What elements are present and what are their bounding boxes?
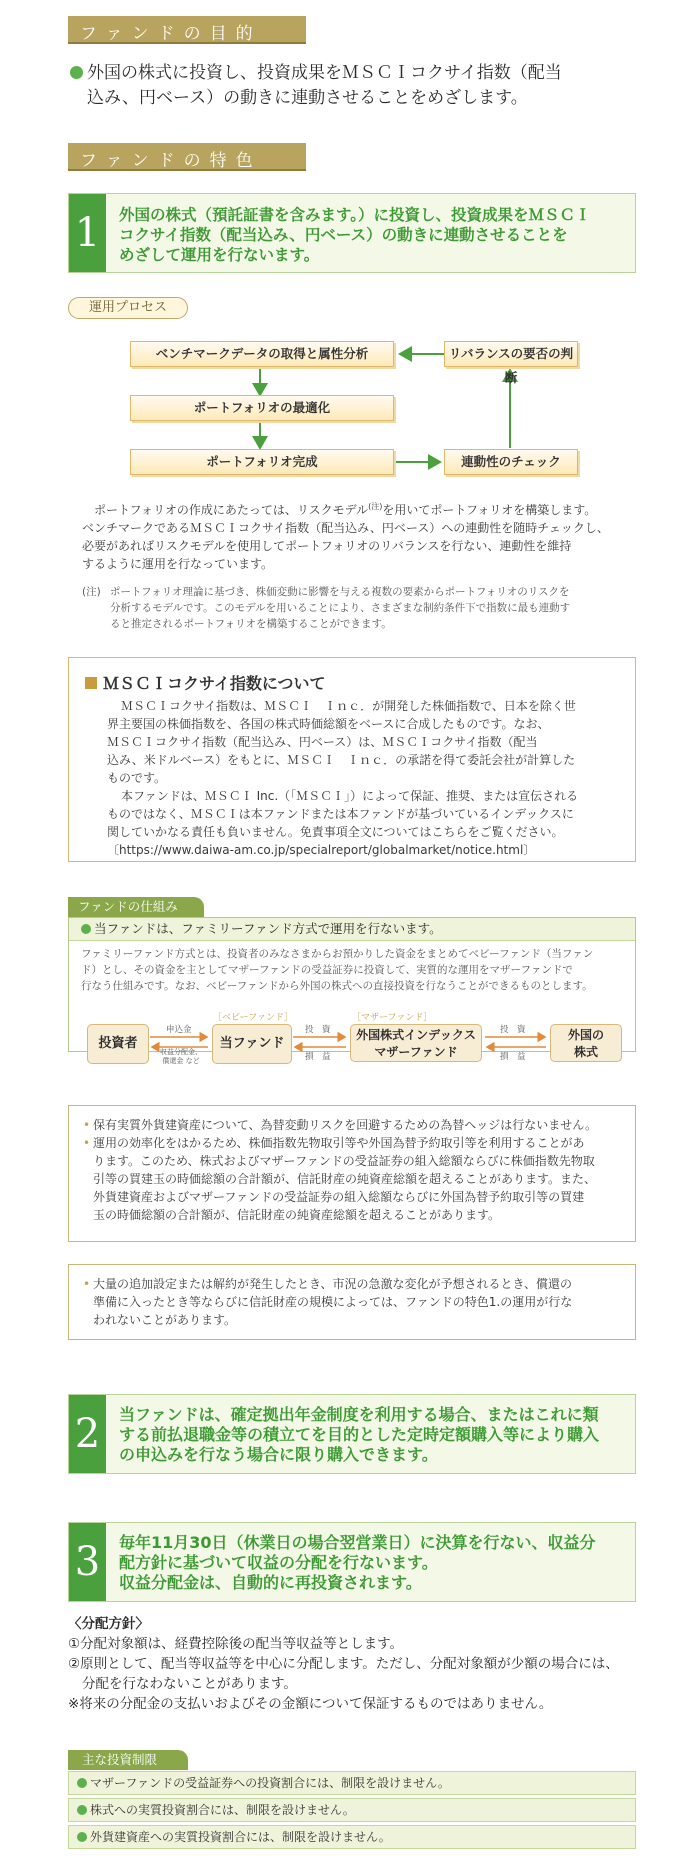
- bullet-dot-icon: [70, 66, 83, 79]
- msci-body: ＭＳＣＩコクサイ指数は、ＭＳＣＩ Ｉｎｃ．が開発した株価指数で、日本を除く世 界主要国の株価指数を、各国の株式時価総額をベースに合成したものです。なお、 ＭＳＣＩコクサイ指数（配当込み、円ベース）は、ＭＳＣＩコクサイ指数（配当 込み、米ドルベース）をもとに、ＭＳＣＩ Ｉｎｃ．の承諾を得て委託会社が計算した ものです。 本ファンドは、ＭＳＣＩ Inc.（「ＭＳＣＩ」）によって保証、推奨、または宣伝される ものではなく、ＭＳＣＩは本ファンドまたは本ファンドが基づいているインデックスに 関していかなる責任も負いません。免責事項全文についてはこちらをご覧ください。 〔https://www.daiwa-am.co.jp/specialreport/globalmarket/notice.html〕: [107, 699, 579, 857]
- risk-model-note: (注) ポートフォリオ理論に基づき、株価変動に影響を与える複数の要素からポートフォリオのリスクを 分析するモデルです。このモデルを用いることにより、さまざまな制約条件下で指数に最も連動す ると推定されるポートフォリオを構築することができます。: [82, 586, 571, 630]
- feature-3-box: [68, 1522, 636, 1602]
- flow-step-rebalance-decision: リバランスの要否の判断: [444, 341, 578, 367]
- limits-tab: 主な投資制限: [68, 1750, 188, 1770]
- note-bullet: • 運用の効率化をはかるため、株価指数先物取引等や外国為替予約取引等を利用することがあ ります。このため、株式およびマザーファンドの受益証券の組入総額ならびに株価指数先物取 引等の買建玉の時価総額の合計額が、信託財産の純資産総額を超えることがあります。また、 外貨建資産およびマザーファンドの受益証券の組入総額ならびに外国為替予約取引等の買建 玉の時価総額の合計額が、信託財産の純資産総額を超えることがあります。: [83, 1134, 628, 1224]
- feature-number: 1: [69, 194, 106, 272]
- hedge-notes-text: [83, 1116, 628, 1224]
- flow-step-tracking-check: 連動性のチェック: [444, 449, 578, 475]
- distribution-policy: 〈分配方針〉 ①分配対象額は、経費控除後の配当等収益等とします。 ②原則として、配当等収益等を中心に分配します。ただし、分配対象額が少額の場合には、 分配を行なわないことがあります。 ※将来の分配金の支払いおよびその金額について保証するものではありません。: [68, 1614, 668, 1714]
- feature-2-text: 当ファンドは、確定拠出年金制度を利用する場合、またはこれに類 する前払退職金等の積立てを目的とした定時定額購入等により購入 の申込みを行なう場合に限り購入できます。: [119, 1405, 600, 1464]
- arrow-label-subscribe: 申込金: [166, 1025, 192, 1035]
- baby-fund-box: 当ファンド: [212, 1024, 292, 1064]
- process-label: 運用プロセス: [68, 297, 188, 319]
- purpose-text: 外国の株式に投資し、投資成果をＭＳＣＩコクサイ指数（配当 込み、円ベース）の動きに連動させることをめざします。: [70, 61, 562, 111]
- note-bullet: • 保有実質外貨建資産について、為替変動リスクを回避するための為替ヘッジは行ないません。: [83, 1116, 628, 1134]
- feature-1-box: [68, 193, 636, 273]
- mother-fund-tag: ［マザーファンド］: [352, 1013, 433, 1023]
- structure-arrows: [0, 1020, 700, 1070]
- arrow-label-invest-2: 投 資: [500, 1025, 526, 1035]
- msci-index-box: [68, 657, 636, 862]
- flow-step-portfolio-complete: ポートフォリオ完成: [130, 449, 394, 475]
- limit-row: 外貨建資産への実質投資割合には、制限を設けません。: [68, 1825, 636, 1849]
- policy-item: ②原則として、配当等収益等を中心に分配します。ただし、分配対象額が少額の場合には、: [68, 1656, 619, 1672]
- policy-item: ①分配対象額は、経費控除後の配当等収益等とします。: [68, 1636, 404, 1652]
- limit-row: 株式への実質投資割合には、制限を設けません。: [68, 1798, 636, 1822]
- bullet-dot-icon: [81, 924, 91, 934]
- section-header-features: ファンドの特色: [68, 143, 306, 171]
- bullet-dot-icon: [77, 1778, 87, 1788]
- feature-number: 2: [69, 1395, 106, 1473]
- flow-step-benchmark-analysis: ベンチマークデータの取得と属性分析: [130, 341, 394, 367]
- square-bullet-icon: [85, 677, 97, 689]
- flow-step-optimization: ポートフォリオの最適化: [130, 395, 394, 421]
- foreign-stocks-box: 外国の 株式: [550, 1024, 622, 1062]
- mother-fund-box: 外国株式インデックス マザーファンド: [350, 1024, 482, 1062]
- bullet-dot-icon: [77, 1832, 87, 1842]
- feature-2-box: [68, 1394, 636, 1474]
- section-header-purpose: ファンドの目的: [68, 16, 306, 44]
- large-flows-note-text: [83, 1275, 628, 1329]
- policy-title: 〈分配方針〉: [68, 1616, 149, 1632]
- bullet-dot-icon: [77, 1805, 87, 1815]
- baby-fund-tag: ［ベビーファンド］: [213, 1013, 294, 1023]
- investor-box: 投資者: [87, 1024, 149, 1064]
- large-flows-note-box: [68, 1264, 636, 1340]
- hedge-notes-box: [68, 1105, 636, 1242]
- limit-row: マザーファンドの受益証券への投資割合には、制限を設けません。: [68, 1771, 636, 1795]
- arrow-label-pl-1: 損 益: [305, 1052, 331, 1062]
- feature-1-text: 外国の株式（預託証書を含みます。）に投資し、投資成果をＭＳＣＩ コクサイ指数（配当込み、円ベース）の動きに連動させることを めざして運用を行ないます。: [119, 206, 591, 264]
- feature-3-text: 毎年11月30日（休業日の場合翌営業日）に決算を行ない、収益分 配方針に基づいて収益の分配を行ないます。 収益分配金は、自動的に再投資されます。: [119, 1533, 596, 1592]
- structure-tab: ファンドの仕組み: [68, 897, 204, 917]
- feature-number: 3: [69, 1523, 106, 1601]
- arrow-label-return: 収益分配金、 償還金 など: [160, 1048, 202, 1065]
- arrow-label-invest-1: 投 資: [305, 1025, 331, 1035]
- policy-disclaimer: ※将来の分配金の支払いおよびその金額について保証するものではありません。: [68, 1696, 553, 1712]
- structure-headline: 当ファンドは、ファミリーファンド方式で運用を行ないます。: [69, 918, 635, 941]
- process-description: ポートフォリオの作成にあたっては、リスクモデル$^{(注)}$を用いてポートフォリオを構築します。 ベンチマークであるＭＳＣＩコクサイ指数（配当込み、円ベース）への連動性を随時チェックし、 必要があればリスクモデルを使用してポートフォリオのリバランスを行ない、連動性を維持 するように運用を行なっています。: [82, 502, 609, 571]
- note-bullet: • 大量の追加設定または解約が発生したとき、市況の急激な変化が予想されるとき、償還の 準備に入ったとき等ならびに信託財産の規模によっては、ファンドの特色1.の運用が行な われないことがあります。: [83, 1275, 628, 1329]
- msci-title: ＭＳＣＩコクサイ指数について: [85, 671, 326, 694]
- arrow-label-pl-2: 損 益: [500, 1052, 526, 1062]
- structure-description: ファミリーファンド方式とは、投資者のみなさまからお預かりした資金をまとめてベビーファンド（当ファン ド）とし、その資金を主としてマザーファンドの受益証券に投資して、実質的な運用をマザーファンドで 行なう仕組みです。なお、ベビーファンドから外国の株式への直接投資を行なうことができるものとします。: [81, 948, 594, 992]
